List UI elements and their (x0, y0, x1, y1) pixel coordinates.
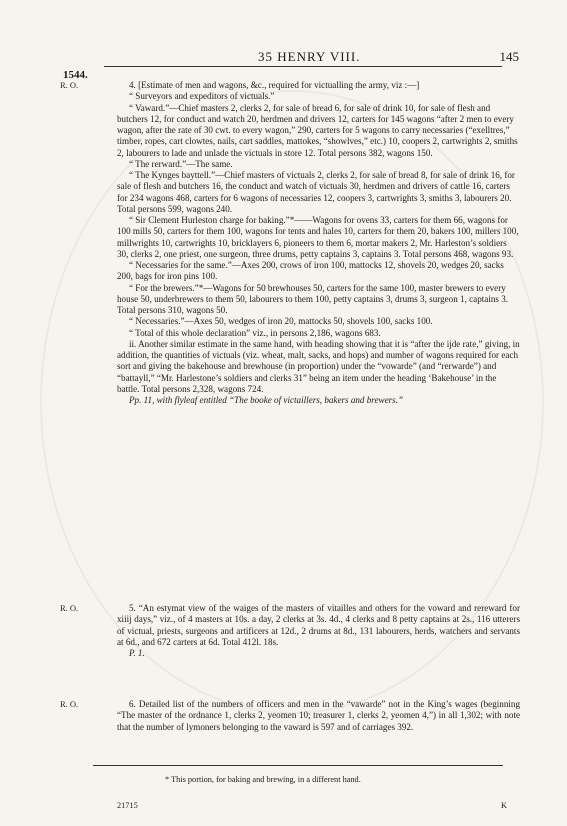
running-header (0, 49, 567, 65)
entry-4-para-4: “ The Kynges bayttell.”—Chief masters of victuals 2, clerks 2, for sale of bread 8, for sale of drink 16, for sale of flesh and butchers 16, the conduct and watch of victuals 30, herdmen and drivers of cattle 16, carters for 234 wagons 468, carters for 6 wagons of necessaries 12, coopers 3, cartwrights 3, smiths 3, labourers 20. Total persons 599, wagons 240. (117, 170, 515, 214)
year-marker: 1544. (63, 69, 88, 81)
entry-6-para-1: 6. Detailed list of the numbers of officers and men in the “vawarde” not in the King’s wages (beginning “The master of the ordnance 1, clerks 2, yeomen 10; treasurer 1, clerks 2, yeomen 4,”) in all 1,302; with note that the number of lymoners belonging to the vaward is 597 and of carriages 392. (117, 699, 520, 732)
entry-4-para-6: “ Necessaries for the same.”—Axes 200, crows of iron 100, mattocks 12, shovels 20, wedges 20, sacks 200, bags for iron pins 100. (117, 260, 504, 282)
entry-4-para-2: “ Vaward.”—Chief masters 2, clerks 2, for sale of bread 6, for sale of drink 10, for sale of flesh and butchers 12, for conduct and watch 20, herdmen and drivers 12, carters for 145 wagons “after 2 men to every wagon, after the rate of 30 cwt. to every wagon,” 290, carters for 5 wagons to carry necessaries (“exelltres,” timber, ropes, cart clowtes, nails, cart saddles, mattokes, “showlves,” etc.) 10, coopers 2, cartwrights 2, smiths 2, labourers to lade and unlade the victuals in store 12. Total persons 382, wagons 150. (117, 102, 518, 158)
header-title: 35 HENRY VIII. (258, 49, 361, 64)
entry-4-para-8: “ Necessaries.”—Axes 50, wedges of iron 20, mattocks 50, shovels 100, sacks 100. (129, 316, 433, 327)
printer-signature-number: 21715 (117, 801, 138, 810)
entry-source-ro: R. O. (60, 80, 79, 90)
entry-4-para-9: “ Total of this whole declaration” viz., in persons 2,186, wagons 683. (129, 327, 381, 338)
entry-4-para-10: ii. Another similar estimate in the same hand, with heading showing that it is “after the ijde rate,” giving, in addition, the quantities of victuals (viz. wheat, malt, sacks, and hops) and number of wagons required for each sort and giving the bakehouse and brewhouse (in proportion) under the “vowarde” (and “rerwarde”) and “battayll,” “Mr. Harlestone’s soldiers and clerks 31” being an item under the heading ‘Bakehouse’ in the battle. Total persons 2,328, wagons 724. (117, 338, 520, 394)
entry-5-para-1: 5. “An estymat view of the waiges of the masters of vitailles and others for the voward and rereward for xiiij days,” viz., of 4 masters at 10s. a day, 2 clerks at 3s. 4d., 4 clerks and 8 petty captains at 2s., 116 utterers of victual, priests, surgeons and artificers at 12d., 2 drums at 8d., 131 labourers, herds, watchers and servants at 6d., and 672 carters at 6d. Total 412l. 18s. (117, 603, 520, 647)
header-rule (104, 66, 502, 67)
footnote-rule (93, 765, 503, 766)
entry-4-para-3: “ The rerward.”—The same. (129, 158, 233, 169)
footnote: * This portion, for baking and brewing, in a different hand. (165, 775, 361, 784)
gathering-signature: K (501, 801, 507, 810)
entry-4-para-7: “ For the brewers.”*—Wagons for 50 brewhouses 50, carters for the same 100, master brewers to every house 50, underbrewers to them 50, labourers to them 100, petty captains 3, drums 3, surgeon 1, captains 3. Total persons 310, wagons 50. (117, 282, 509, 315)
page-number: 145 (499, 49, 519, 64)
entry-4-pages-note: Pp. 11, with flyleaf entitled “The booke of victaillers, bakers and brewers.” (129, 395, 404, 405)
entry-5-pages-note: P. 1. (129, 648, 145, 658)
entry-source-ro: R. O. (60, 699, 79, 709)
entry-source-ro: R. O. (60, 603, 79, 613)
entry-4-heading: 4. [Estimate of men and wagons, &c., required for victualling the army, viz :—] (129, 80, 420, 90)
entry-4-para-5: “ Sir Clement Hurleston charge for baking.”*——Wagons for ovens 33, carters for them 66, wagons for 100 mills 50, carters for them 100, wagons for tents and hales 10, carters for them 20, bakers 100, millers 100, millwrights 10, cartwrights 10, bricklayers 6, pioneers to them 6, mortar makers 2, Mr. Harleston’s soldiers 30, clerks 2, one priest, one surgeon, three drums, petty captains 3, captains 3. Total persons 468, wagons 93. (117, 215, 519, 259)
entry-4-para-1: “ Surveyors and expeditors of victuals.” (129, 91, 275, 102)
